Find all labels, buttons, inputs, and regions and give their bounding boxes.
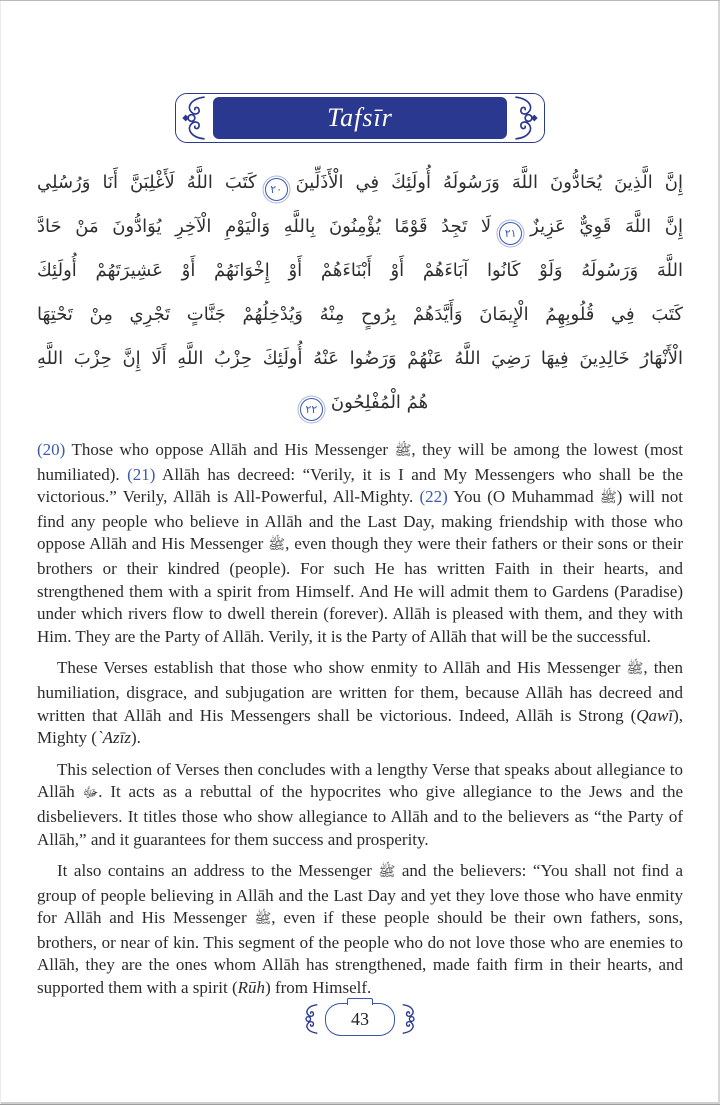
text-run: Rūh xyxy=(237,978,266,998)
text-run: إِنَّ الَّذِينَ يُحَادُّونَ اللَّهَ وَرَسُولَهُ أُولَئِكَ فِي الْأَذَلِّينَ xyxy=(295,172,683,193)
text-run: This selection of Verses then concludes with a lengthy Verse that speaks about allegiance to Allāh xyxy=(37,759,683,802)
ayah-number-marker: ٢١ xyxy=(499,222,522,245)
quran-verses-arabic xyxy=(37,161,683,425)
translation-and-commentary xyxy=(37,439,683,1000)
banner-scrollwork-right-icon xyxy=(508,94,544,142)
ayah-number-marker: ٢٠ xyxy=(265,178,288,201)
arabic-verse-line xyxy=(37,293,683,337)
text-run: It also contains an address to the Messenger xyxy=(57,861,379,881)
verse-reference: (20) xyxy=(37,440,66,459)
text-run: , they will be among the lowest (most humiliated). xyxy=(37,440,684,484)
honorific-symbol: ﷺ xyxy=(268,538,286,554)
commentary-paragraph-3 xyxy=(37,860,683,1000)
text-run: These Verses establish that those who show enmity to Allāh and His Messenger xyxy=(57,658,627,678)
section-title: Tafsīr xyxy=(327,103,393,132)
honorific-symbol: ﷺ xyxy=(394,444,412,459)
text-run: , then humiliation, disgrace, and subjugation are written for them, because Allāh has decreed and written that Allāh and His Messengers shall be victorious. Indeed, Allāh is Strong ( xyxy=(37,658,683,725)
commentary-paragraph-1 xyxy=(37,657,683,749)
commentary-paragraph-2 xyxy=(37,759,683,851)
text-run: Allāh has decreed: “Verily, it is I and My Messengers who shall be the victorious.” Verily, Allāh is All-Powerful, All-Mighty. xyxy=(37,464,683,507)
banner-frame xyxy=(175,93,545,143)
arabic-verse-line xyxy=(37,249,683,293)
arabic-verse-line xyxy=(37,205,683,249)
page-footer xyxy=(0,1002,720,1036)
text-run: كَتَبَ فِي قُلُوبِهِمُ الْإِيمَانَ وَأَيَّدَهُمْ بِرُوحٍ مِنْهُ وَيُدْخِلُهُمْ جَنَّاتٍ تَجْرِي مِنْ تَحْتِهَا xyxy=(37,304,683,325)
verse-reference: (22) xyxy=(419,487,448,507)
text-run: , even if these people should be their own fathers, sons, brothers, or near of kin. This segment of the people who do not love those who are enemies to Allāh, they are the ones whom Allāh has strengthened, made faith firm in their hearts, and supported them with a spirit ( xyxy=(37,908,683,998)
arabic-verse-line xyxy=(37,161,683,205)
arabic-verse-line-last xyxy=(37,381,683,425)
tafsir-banner xyxy=(175,93,545,143)
banner-scrollwork-left-icon xyxy=(176,94,212,142)
honorific-symbol: ﷺ xyxy=(599,491,617,507)
honorific-symbol: ﷺ xyxy=(626,662,644,678)
ayah-number-marker: ٢٢ xyxy=(300,398,323,421)
arabic-verse-line xyxy=(37,337,683,381)
text-run: لَا تَجِدُ قَوْمًا يُؤْمِنُونَ بِاللَّهِ وَالْيَوْمِ الْآخِرِ يُوَادُّونَ مَنْ حَادَّ xyxy=(37,216,492,237)
text-run: هُمُ الْمُفْلِحُونَ xyxy=(330,392,429,413)
honorific-symbol: ﷺ xyxy=(378,865,396,881)
text-run: Qawī xyxy=(636,705,674,725)
verse-reference: (21) xyxy=(127,464,156,484)
translation-paragraph xyxy=(37,439,683,648)
text-run: الْأَنْهَارُ خَالِدِينَ فِيهَا رَضِيَ اللَّهُ عَنْهُمْ وَرَضُوا عَنْهُ أُولَئِكَ حِزْبُ اللَّهِ أَلَا إِنَّ حِزْبَ اللَّهِ xyxy=(37,348,683,369)
text-run: You (O Muhammad xyxy=(447,487,600,507)
text-run: إِنَّ اللَّهَ قَوِيٌّ عَزِيزٌ xyxy=(530,216,683,237)
text-run: ) will not find any people who believe in Allāh and the Last Day, making friendship with those who oppose Allāh and His Messenger xyxy=(37,487,683,554)
text-run: ) from Himself. xyxy=(265,978,372,998)
honorific-symbol: ﷻ xyxy=(82,786,99,802)
text-run: ). xyxy=(130,728,141,748)
honorific-symbol: ﷺ xyxy=(254,912,272,928)
text-run: Those who oppose Allāh and His Messenger xyxy=(65,440,395,459)
footer-scrollwork-right-icon xyxy=(400,1002,420,1036)
page-number-cartouche xyxy=(325,1003,395,1036)
banner-title-bar xyxy=(213,97,507,139)
text-run: ), Mighty ( xyxy=(37,705,683,748)
text-run: , even though they were their fathers or their sons or their brothers or their kindred (people). For such He has written Faith in their hearts, and strengthened them with a spirit from Himself. And He will admit them to Gardens (Paradise) under which rivers flow to dwell therein (forever). Allāh is pleased with them, and they with Him. They are the Party of Allāh. Verily, it is the Party of Allāh that will be the successful. xyxy=(37,534,683,646)
text-run: `Azīz xyxy=(96,728,131,748)
page-number: 43 xyxy=(351,1008,369,1029)
text-run: . It acts as a rebuttal of the hypocrites who give allegiance to the Jews and the disbelievers. It titles those who show allegiance to Allāh and to the believers as “the Party of Allāh,” and it guarantees for them success and prosperity. xyxy=(37,782,683,849)
text-run: كَتَبَ اللَّهُ لَأَغْلِبَنَّ أَنَا وَرُسُلِي xyxy=(37,172,257,193)
footer-scrollwork-left-icon xyxy=(300,1002,320,1036)
text-run: اللَّهَ وَرَسُولَهُ وَلَوْ كَانُوا آبَاءَهُمْ أَوْ أَبْنَاءَهُمْ أَوْ إِخْوَانَهُمْ أَوْ عَشِيرَتَهُمْ أُولَئِكَ xyxy=(37,260,683,281)
text-run: and the believers: “You shall not find a group of people believing in Allāh and the Last Day and yet they love those who have enmity for Allāh and His Messenger xyxy=(37,861,683,928)
